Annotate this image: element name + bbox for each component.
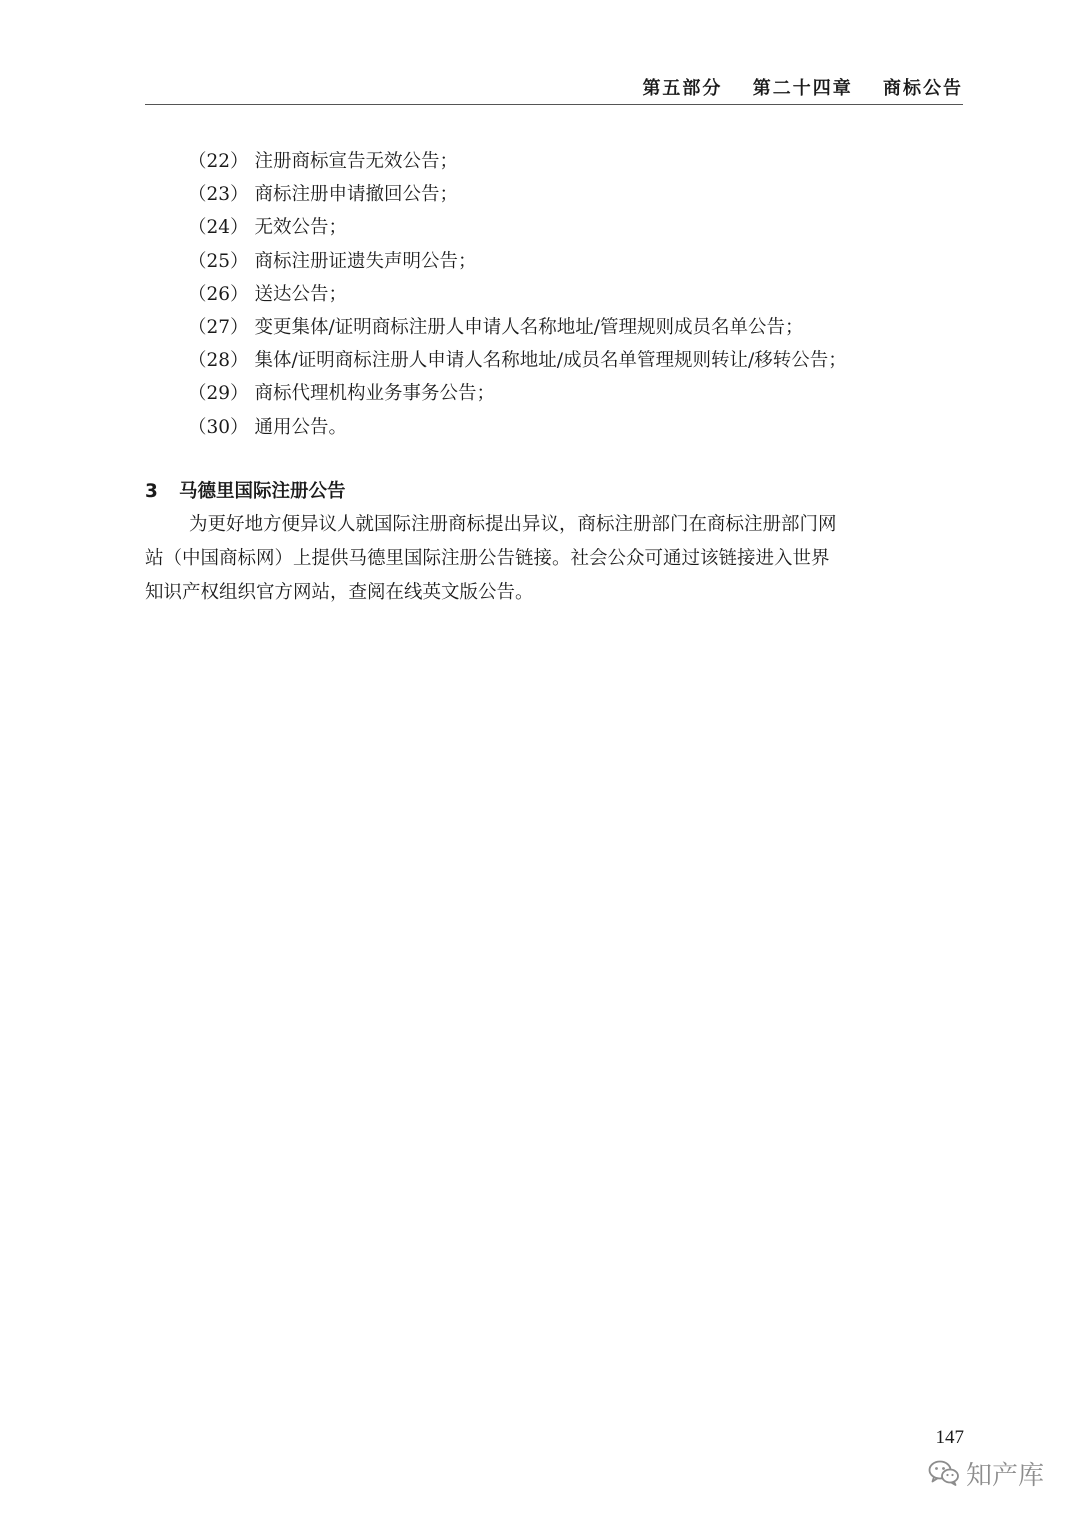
section-paragraph xyxy=(145,508,963,610)
section-title: 马德里国际注册公告 xyxy=(179,481,346,502)
list-item-number: （29） xyxy=(188,383,249,405)
list-item-text: 集体/证明商标注册人申请人名称地址/成员名单管理规则转让/移转公告； xyxy=(254,350,847,372)
paragraph-line: 为更好地方便异议人就国际注册商标提出异议，商标注册部门在商标注册部门网 xyxy=(189,514,837,535)
list-item-text: 送达公告； xyxy=(254,283,348,305)
section-number: 3 xyxy=(145,481,158,502)
list-item-number: （23） xyxy=(188,184,249,206)
header-title: 商标公告 xyxy=(883,78,963,99)
list-item xyxy=(188,178,847,211)
header-rule xyxy=(145,104,963,105)
page-number: 147 xyxy=(935,1427,964,1448)
list-item-text: 商标代理机构业务事务公告； xyxy=(254,383,496,405)
running-header xyxy=(145,74,963,104)
list-item-text: 商标注册证遗失声明公告； xyxy=(254,250,477,272)
list-item-text: 注册商标宣告无效公告； xyxy=(254,151,459,172)
list-item-number: （22） xyxy=(188,151,249,172)
list-item xyxy=(188,344,847,377)
list-item-text: 变更集体/证明商标注册人申请人名称地址/管理规则成员名单公告； xyxy=(254,316,804,338)
list-item xyxy=(188,278,847,311)
list-item xyxy=(188,377,847,410)
section-heading xyxy=(145,477,346,503)
list-item-number: （24） xyxy=(188,217,249,239)
list-item xyxy=(188,211,847,244)
paragraph-line: 站（中国商标网）上提供马德里国际注册公告链接。社会公众可通过该链接进入世界 xyxy=(145,548,830,569)
list-item xyxy=(188,245,847,278)
list-item-number: （26） xyxy=(188,283,249,305)
header-part: 第五部分 xyxy=(642,78,723,99)
list-item xyxy=(188,411,847,444)
list-item-number: （30） xyxy=(188,416,249,438)
header-chapter: 第二十四章 xyxy=(752,78,853,99)
list-item xyxy=(188,145,847,178)
list-item-number: （28） xyxy=(188,350,249,372)
list-item-number: （25） xyxy=(188,250,249,272)
list-item-number: （27） xyxy=(188,316,249,338)
notice-list xyxy=(188,145,847,444)
list-item-text: 通用公告。 xyxy=(254,416,348,438)
list-item-text: 商标注册申请撤回公告； xyxy=(254,184,459,206)
watermark-text: 知产库 xyxy=(966,1460,1045,1491)
watermark xyxy=(928,1455,1044,1491)
list-item-text: 无效公告； xyxy=(254,217,348,239)
paragraph-line: 知识产权组织官方网站，查阅在线英文版公告。 xyxy=(145,582,534,603)
wechat-icon xyxy=(928,1459,960,1487)
list-item xyxy=(188,311,847,344)
